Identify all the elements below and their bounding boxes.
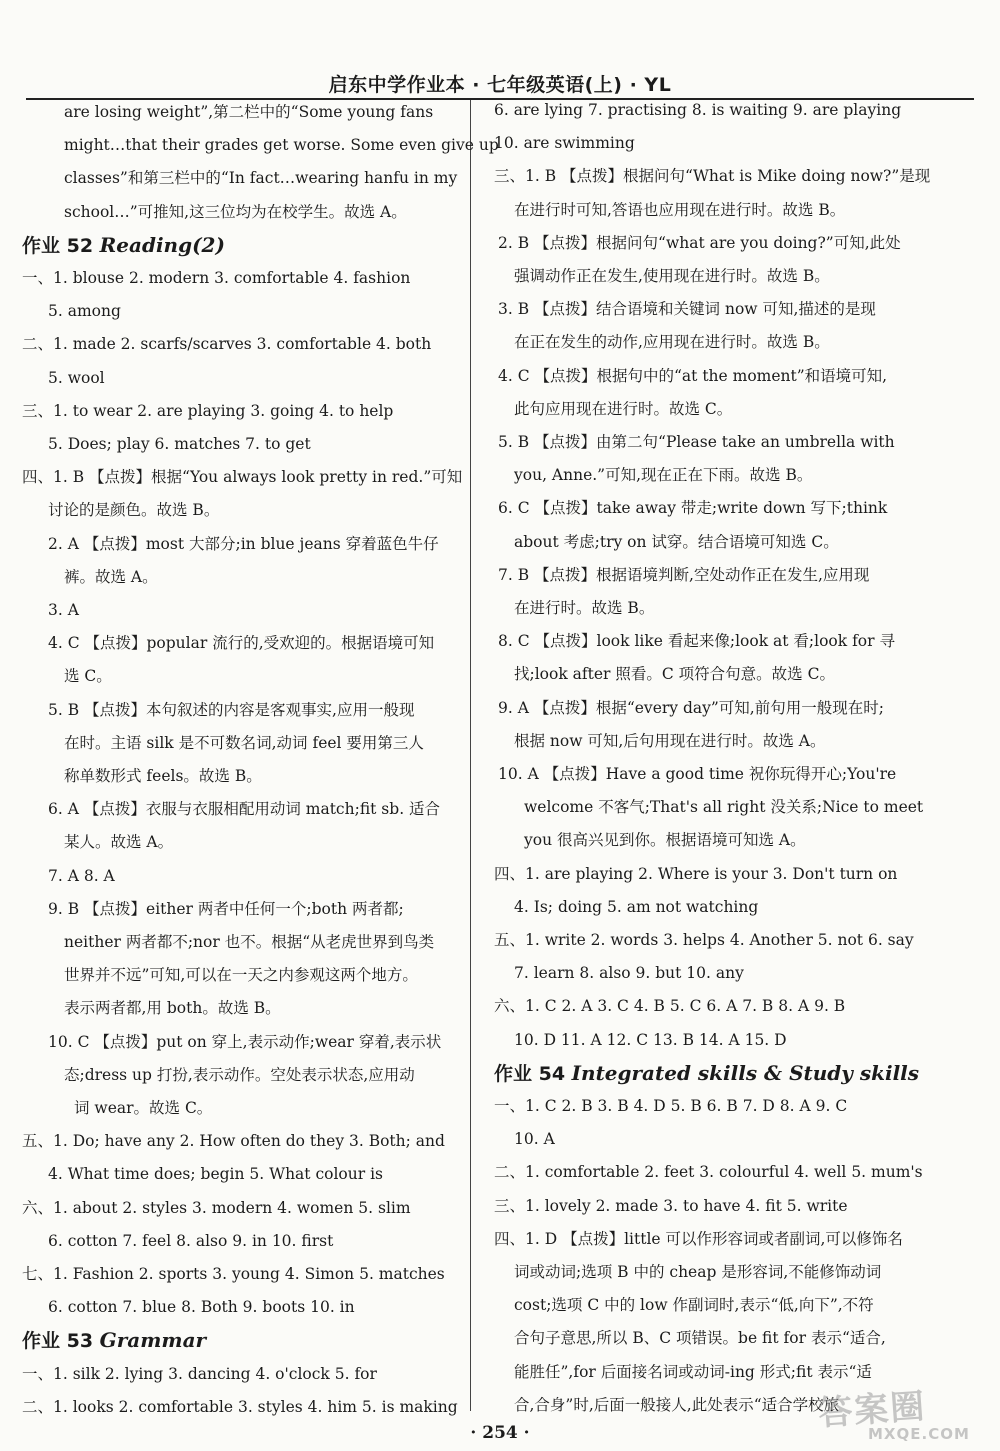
answer-line: 四、1. are playing 2. Where is your 3. Don't turn on [494, 864, 898, 883]
answer-line: 选 C。 [64, 667, 112, 686]
answer-line: 10. D 11. A 12. C 13. B 14. A 15. D [514, 1030, 787, 1049]
watermark [818, 1380, 988, 1445]
answer-line: neither 两者都不;nor 也不。根据“从老虎世界到鸟类 [64, 933, 435, 951]
column-divider [470, 100, 471, 1411]
answer-line: 三、1. lovely 2. made 3. to have 4. fit 5. write [494, 1196, 848, 1215]
section-title: Integrated skills & Study skills [571, 1060, 920, 1085]
answer-line: 2. B 【点拨】根据问句“what are you doing?”可知,此处 [498, 233, 901, 252]
section-title: Grammar [99, 1328, 207, 1353]
answer-line: 在正在发生的动作,应用现在进行时。故选 B。 [514, 333, 830, 352]
answer-line: about 考虑;try on 试穿。结合语境可知选 C。 [514, 532, 839, 551]
section-title: Reading(2) [99, 232, 225, 257]
answer-line: 根据 now 可知,后句用现在进行时。故选 A。 [514, 731, 826, 750]
answer-line: 2. A 【点拨】most 大部分;in blue jeans 穿着蓝色牛仔 [48, 534, 439, 553]
answer-line: 3. B 【点拨】结合语境和关键词 now 可知,描述的是现 [498, 300, 876, 319]
answer-line: 7. B 【点拨】根据语境判断,空处动作正在发生,应用现 [498, 565, 870, 584]
section-heading [22, 229, 454, 262]
answer-line: 四、1. D 【点拨】little 可以作形容词或者副词,可以修饰名 [494, 1229, 903, 1248]
answer-line: 合句子意思,所以 B、C 项错误。be fit for 表示“适合, [514, 1329, 886, 1348]
answer-line: 在进行时。故选 B。 [514, 599, 655, 617]
answer-line: cost;选项 C 中的 low 作副词时,表示“低,向下”,不符 [514, 1296, 874, 1315]
left-column [22, 98, 499, 1416]
answer-line: you 很高兴见到你。根据语境可知选 A。 [524, 831, 806, 850]
answer-line: are losing weight”,第二栏中的“Some young fans [64, 103, 434, 121]
answer-line: 三、1. B 【点拨】根据问句“What is Mike doing now?”是现 [494, 167, 931, 186]
answer-line: 4. C 【点拨】popular 流行的,受欢迎的。根据语境可知 [48, 634, 435, 653]
section-heading [494, 1057, 974, 1090]
section-label: 作业 54 [494, 1062, 572, 1085]
answer-line: school…”可推知,这三位均为在校学生。故选 A。 [64, 202, 407, 221]
answer-line: 9. B 【点拨】either 两者中任何一个;both 两者都; [48, 899, 404, 918]
answer-line: classes”和第三栏中的“In fact…wearing hanfu in my [64, 169, 458, 188]
answer-line: 表示两者都,用 both。故选 B。 [64, 999, 281, 1018]
answer-line: 8. C 【点拨】look like 看起来像;look at 看;look for 寻 [498, 632, 895, 651]
answer-line: 二、1. comfortable 2. feet 3. colourful 4. well 5. mum's [494, 1163, 923, 1182]
answer-line: 某人。故选 A。 [64, 833, 174, 852]
answer-line: 裤。故选 A。 [64, 567, 158, 586]
answer-line: 称单数形式 feels。故选 B。 [64, 767, 262, 785]
answer-line: 5. wool [48, 368, 105, 387]
answer-line: 五、1. Do; have any 2. How often do they 3. Both; and [22, 1132, 445, 1151]
answer-line: 7. learn 8. also 9. but 10. any [514, 964, 744, 983]
answer-line: 在时。主语 silk 是不可数名词,动词 feel 要用第三人 [64, 733, 424, 752]
answer-line: 六、1. about 2. styles 3. modern 4. women 5. slim [22, 1198, 411, 1217]
answer-line: 3. A [48, 601, 79, 619]
answer-line: 4. Is; doing 5. am not watching [514, 897, 759, 916]
watermark-url: MXQE.COM [868, 1425, 970, 1443]
answer-line: 5. B 【点拨】本句叙述的内容是客观事实,应用一般现 [48, 700, 415, 719]
answer-line: 一、1. blouse 2. modern 3. comfortable 4. fashion [22, 269, 411, 287]
answer-line: 三、1. to wear 2. are playing 3. going 4. to help [22, 401, 394, 420]
answer-line: 五、1. write 2. words 3. helps 4. Another 5. not 6. say [494, 931, 914, 949]
answer-line: 10. C 【点拨】put on 穿上,表示动作;wear 穿着,表示状 [48, 1032, 442, 1051]
answer-line: 合,合身”时,后面一般接人,此处表示“适合学校旅 [514, 1395, 840, 1414]
running-header: 启东中学作业本 · 七年级英语(上) · YL [328, 74, 672, 96]
answer-line: 5. Does; play 6. matches 7. to get [48, 435, 311, 453]
answer-line: 6. A 【点拨】衣服与衣服相配用动词 match;fit sb. 适合 [48, 800, 441, 819]
answer-line: 6. are lying 7. practising 8. is waiting 9. are playing [494, 101, 902, 119]
page-number: · 254 · [470, 1423, 530, 1443]
answer-line: might…that their grades get worse. Some even give up [64, 136, 499, 155]
answer-line: 四、1. B 【点拨】根据“You always look pretty in red.”可知 [22, 468, 463, 487]
answer-line: 能胜任”,for 后面接名词或动词-ing 形式;fit 表示“适 [514, 1362, 872, 1381]
answer-line: 找;look after 照看。C 项符合句意。故选 C。 [514, 665, 835, 684]
watermark-logo: 答案圈 [817, 1386, 928, 1434]
answer-line: 六、1. C 2. A 3. C 4. B 5. C 6. A 7. B 8. A 9. B [494, 997, 846, 1016]
answer-line: 7. A 8. A [48, 866, 115, 885]
answer-line: 七、1. Fashion 2. sports 3. young 4. Simon 5. matches [22, 1265, 445, 1283]
answer-line: you, Anne.”可知,现在正在下雨。故选 B。 [514, 466, 813, 485]
answer-line: welcome 不客气;That's all right 没关系;Nice to meet [524, 798, 924, 817]
section-label: 作业 53 [22, 1330, 100, 1353]
answer-line: 5. B 【点拨】由第二句“Please take an umbrella with [498, 433, 895, 451]
section-label: 作业 52 [22, 234, 100, 257]
answer-line: 词 wear。故选 C。 [74, 1099, 213, 1117]
answer-line: 6. cotton 7. feel 8. also 9. in 10. first [48, 1231, 334, 1250]
answer-line: 4. C 【点拨】根据句中的“at the moment”和语境可知, [498, 366, 888, 385]
answer-line: 6. C 【点拨】take away 带走;write down 写下;think [498, 499, 888, 518]
answer-line: 世界并不远”可知,可以在一天之内参观这两个地方。 [64, 966, 418, 985]
answer-line: 讨论的是颜色。故选 B。 [48, 501, 220, 520]
answer-line: 二、1. made 2. scarfs/scarves 3. comfortable 4. both [22, 335, 432, 354]
answer-line: 强调动作正在发生,使用现在进行时。故选 B。 [514, 267, 830, 285]
answer-line: 10. are swimming [494, 134, 635, 153]
answer-line: 9. A 【点拨】根据“every day”可知,前句用一般现在时; [498, 698, 884, 717]
answer-line: 二、1. looks 2. comfortable 3. styles 4. him 5. is making [22, 1397, 458, 1416]
answer-line: 词或动词;选项 B 中的 cheap 是形容词,不能修饰动词 [514, 1263, 882, 1281]
answer-line: 6. cotton 7. blue 8. Both 9. boots 10. in [48, 1298, 355, 1317]
answer-line: 10. A [514, 1130, 555, 1149]
answer-line: 在进行时可知,答语也应用现在进行时。故选 B。 [514, 200, 846, 219]
answer-line: 一、1. silk 2. lying 3. dancing 4. o'clock 5. for [22, 1364, 377, 1383]
answer-line: 态;dress up 打扮,表示动作。空处表示状态,应用动 [64, 1065, 415, 1084]
answer-line: 4. What time does; begin 5. What colour is [48, 1165, 383, 1184]
answer-line: 一、1. C 2. B 3. B 4. D 5. B 6. B 7. D 8. A 9. C [494, 1097, 848, 1115]
answer-line: 此句应用现在进行时。故选 C。 [514, 399, 733, 418]
answer-line: 10. A 【点拨】Have a good time 祝你玩得开心;You're [498, 765, 897, 783]
section-heading [22, 1324, 454, 1357]
answer-line: 5. among [48, 302, 121, 321]
